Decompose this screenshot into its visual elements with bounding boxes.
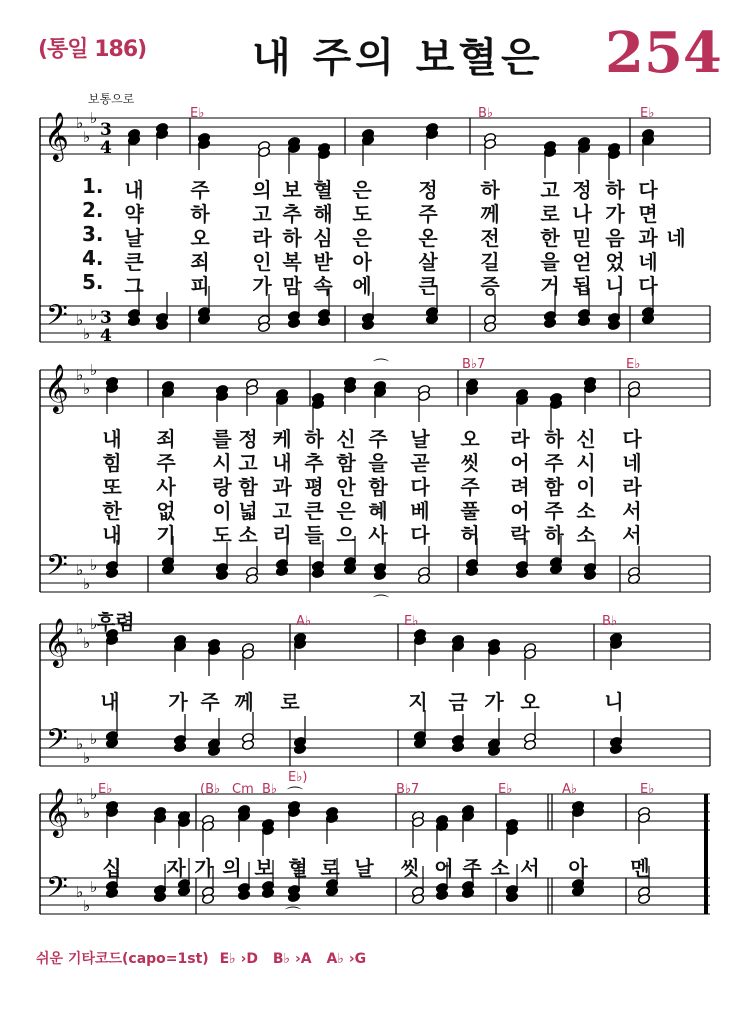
flat-icon: ♭ (90, 109, 98, 127)
lyric-syllable: 내 (102, 427, 122, 451)
lyric-line (0, 519, 750, 545)
lyric-syllable: 들 (304, 523, 324, 547)
lyric-syllable: 주 (156, 451, 176, 475)
lyric-syllable: 주 (544, 451, 564, 475)
lyric-syllable: 죄 (190, 250, 210, 274)
bass-clef-icon: 𝄢 (46, 871, 68, 911)
lyric-syllable: 신 (576, 427, 596, 451)
lyric-syllable: 다 (622, 427, 642, 451)
lyric-syllable: 온 (418, 226, 438, 250)
flat-icon: ♭ (76, 883, 84, 901)
lyric-syllable: 하 (190, 202, 210, 226)
lyric-syllable: 얻 (572, 250, 592, 274)
chord-symbol: E♭ (98, 782, 113, 797)
lyric-syllable: 주 (200, 690, 220, 714)
chord-symbol: E♭ (404, 614, 419, 629)
fermata-icon: ⌒ (287, 785, 304, 804)
lyric-syllable: 의 (222, 856, 242, 880)
treble-clef-icon: 𝄞 (44, 363, 69, 412)
lyric-syllable: 가 (252, 274, 272, 298)
lyric-syllable: 니 (604, 690, 624, 714)
lyric-syllable: 하 (544, 523, 564, 547)
lyric-syllable: 주 (418, 202, 438, 226)
lyric-syllable: 라 (622, 475, 642, 499)
lyric-syllable: 께 (234, 690, 254, 714)
lyric-line (0, 246, 750, 272)
guitar-chords-label: 쉬운 기타코드(capo=1st) (36, 951, 209, 967)
lyric-syllable: 멘 (630, 856, 650, 880)
lyric-syllable: 이 (212, 499, 232, 523)
lyric-line (0, 852, 750, 878)
flat-icon: ♭ (90, 556, 98, 574)
flat-icon: ♭ (83, 325, 91, 343)
lyric-syllable: 에 (352, 274, 372, 298)
lyric-syllable: 보 (282, 178, 302, 202)
flat-icon: ♭ (83, 128, 91, 146)
lyric-syllable: 내 (272, 451, 292, 475)
lyric-syllable: 혜 (368, 499, 388, 523)
lyric-syllable: 하 (304, 427, 324, 451)
lyric-syllable: 과 (272, 475, 292, 499)
lyric-syllable: 하 (544, 427, 564, 451)
chord-symbol: B♭7 (462, 357, 486, 372)
lyric-syllable: 아 (568, 856, 588, 880)
flat-icon: ♭ (76, 561, 84, 579)
lyric-syllable: 네 (666, 226, 686, 250)
lyric-syllable: 소 (238, 523, 258, 547)
lyric-syllable: 랑 (212, 475, 232, 499)
lyric-syllable: 정 (572, 178, 592, 202)
lyric-syllable: 함 (544, 475, 564, 499)
flat-icon: ♭ (83, 749, 91, 767)
flat-icon: ♭ (90, 730, 98, 748)
lyric-syllable: 어 (510, 499, 530, 523)
flat-icon: ♭ (83, 575, 91, 593)
flat-icon: ♭ (83, 804, 91, 822)
lyric-syllable: 고 (272, 499, 292, 523)
flat-icon: ♭ (90, 361, 98, 379)
lyric-syllable: 로 (280, 690, 300, 714)
lyric-syllable: 시 (576, 451, 596, 475)
lyric-syllable: 나 (572, 202, 592, 226)
lyric-syllable: 네 (638, 250, 658, 274)
lyric-syllable: 서 (622, 499, 642, 523)
lyric-syllable: 면 (638, 202, 658, 226)
lyric-syllable: 께 (480, 202, 500, 226)
lyric-syllable: 서 (520, 856, 540, 880)
lyric-syllable: 도 (212, 523, 232, 547)
lyric-syllable: 으 (336, 523, 356, 547)
hymn-title: 내 주의 보혈은 (252, 35, 544, 81)
chord-symbol: Cm (232, 782, 254, 797)
chord-symbol: A♭ (296, 614, 312, 629)
chord-symbol: E♭ (190, 106, 205, 121)
lyric-syllable: 사 (156, 475, 176, 499)
lyric-syllable: 은 (352, 226, 372, 250)
lyric-syllable: 과 (638, 226, 658, 250)
flat-icon: ♭ (83, 634, 91, 652)
lyric-syllable: 날 (354, 856, 374, 880)
lyric-syllable: 신 (336, 427, 356, 451)
bass-clef-icon: 𝄢 (46, 723, 68, 763)
lyric-syllable: 니 (605, 274, 625, 298)
lyric-syllable: 락 (510, 523, 530, 547)
lyric-syllable: 은 (336, 499, 356, 523)
flat-icon: ♭ (83, 897, 91, 915)
lyric-syllable: 오 (520, 690, 540, 714)
lyric-syllable: 가 (484, 690, 504, 714)
guitar-chord-pair: E♭ ›D (219, 951, 259, 967)
time-signature: 3 (100, 308, 112, 328)
chord-symbol: E♭) (288, 770, 308, 785)
lyric-syllable: 었 (605, 250, 625, 274)
lyric-syllable: 이 (576, 475, 596, 499)
chord-symbol: E♭ (640, 106, 655, 121)
lyric-syllable: 라 (252, 226, 272, 250)
lyric-syllable: 은 (352, 178, 372, 202)
verse-number: 2. (82, 198, 104, 222)
lyric-syllable: 정 (418, 178, 438, 202)
lyric-syllable: 보 (254, 856, 274, 880)
lyric-syllable: 라 (510, 427, 530, 451)
lyric-syllable: 내 (102, 523, 122, 547)
lyric-syllable: 추 (304, 451, 324, 475)
chord-symbol: B♭ (478, 106, 494, 121)
lyric-syllable: 다 (638, 178, 658, 202)
lyric-syllable: 날 (124, 226, 144, 250)
lyric-syllable: 고 (252, 202, 272, 226)
bass-clef-icon: 𝄢 (46, 299, 68, 339)
lyric-syllable: 평 (304, 475, 324, 499)
lyric-syllable: 주 (462, 856, 482, 880)
time-signature: 4 (100, 326, 112, 346)
lyric-syllable: 주 (544, 499, 564, 523)
lyric-syllable: 아 (352, 250, 372, 274)
chord-symbol: B♭ (262, 782, 278, 797)
lyric-syllable: 시 (212, 451, 232, 475)
lyric-syllable: 풀 (460, 499, 480, 523)
verse-number: 4. (82, 246, 104, 270)
lyric-syllable: 하 (605, 178, 625, 202)
lyric-syllable: 가 (194, 856, 214, 880)
lyric-syllable: 큰 (304, 499, 324, 523)
lyric-syllable: 씻 (400, 856, 420, 880)
chord-symbol: B♭ (602, 614, 618, 629)
lyric-syllable: 를 (212, 427, 232, 451)
flat-icon: ♭ (83, 380, 91, 398)
treble-clef-icon: 𝄞 (44, 787, 69, 836)
lyric-syllable: 맘 (282, 274, 302, 298)
flat-icon: ♭ (90, 785, 98, 803)
lyric-syllable: 전 (480, 226, 500, 250)
fermata-icon: ⌒ (373, 593, 390, 612)
lyric-syllable: 혈 (313, 178, 333, 202)
lyric-syllable: 한 (540, 226, 560, 250)
lyric-syllable: 지 (408, 690, 428, 714)
flat-icon: ♭ (90, 615, 98, 633)
lyric-syllable: 길 (480, 250, 500, 274)
guitar-chord-pair: B♭ ›A (272, 951, 312, 967)
verse-number: 3. (82, 222, 104, 246)
lyric-syllable: 하 (282, 226, 302, 250)
lyric-syllable: 소 (490, 856, 510, 880)
lyric-syllable: 큰 (124, 250, 144, 274)
lyric-syllable: 금 (448, 690, 468, 714)
treble-clef-icon: 𝄞 (44, 111, 69, 160)
lyric-syllable: 날 (410, 427, 430, 451)
chord-symbol: E♭ (640, 782, 655, 797)
chord-symbol: (B♭ (200, 782, 221, 797)
lyric-line (0, 686, 750, 712)
lyric-syllable: 을 (540, 250, 560, 274)
tongil-number: (통일 186) (38, 37, 147, 62)
flat-icon: ♭ (90, 306, 98, 324)
lyric-syllable: 내 (124, 178, 144, 202)
lyric-syllable: 넓 (238, 499, 258, 523)
chord-symbol: E♭ (498, 782, 513, 797)
lyric-syllable: 심 (313, 226, 333, 250)
lyric-syllable: 어 (510, 451, 530, 475)
lyric-syllable: 도 (352, 202, 372, 226)
lyric-syllable: 고 (238, 451, 258, 475)
chord-symbol: A♭ (562, 782, 578, 797)
lyric-syllable: 힘 (102, 451, 122, 475)
lyric-syllable: 큰 (418, 274, 438, 298)
flat-icon: ♭ (76, 114, 84, 132)
lyric-syllable: 베 (410, 499, 430, 523)
lyric-syllable: 함 (336, 451, 356, 475)
lyric-syllable: 내 (100, 690, 120, 714)
lyric-syllable: 됩 (572, 274, 592, 298)
lyric-syllable: 다 (410, 523, 430, 547)
lyric-syllable: 씻 (460, 451, 480, 475)
lyric-syllable: 사 (368, 523, 388, 547)
lyric-syllable: 하 (480, 178, 500, 202)
lyric-syllable: 케 (272, 427, 292, 451)
lyric-syllable: 오 (190, 226, 210, 250)
lyric-syllable: 허 (460, 523, 480, 547)
lyric-syllable: 함 (368, 475, 388, 499)
lyric-syllable: 복 (282, 250, 302, 274)
flat-icon: ♭ (76, 620, 84, 638)
fermata-icon: ⌒ (285, 905, 302, 924)
lyric-line (0, 423, 750, 449)
lyric-line (0, 270, 750, 296)
lyric-line (0, 174, 750, 200)
lyric-syllable: 해 (313, 202, 333, 226)
lyric-syllable: 인 (252, 250, 272, 274)
lyric-syllable: 증 (480, 274, 500, 298)
tempo-marking: 보통으로 (88, 92, 135, 106)
fermata-icon: ⌒ (373, 357, 390, 376)
lyric-syllable: 오 (460, 427, 480, 451)
lyric-syllable: 로 (320, 856, 340, 880)
lyric-syllable: 정 (238, 427, 258, 451)
lyric-syllable: 약 (124, 202, 144, 226)
lyric-syllable: 음 (605, 226, 625, 250)
guitar-chord-pair: A♭ ›G (326, 951, 367, 967)
bass-clef-icon: 𝄢 (46, 549, 68, 589)
lyric-syllable: 주 (460, 475, 480, 499)
lyric-syllable: 주 (368, 427, 388, 451)
lyric-syllable: 속 (313, 274, 333, 298)
lyric-syllable: 고 (540, 178, 560, 202)
lyric-syllable: 다 (410, 475, 430, 499)
lyric-syllable: 죄 (156, 427, 176, 451)
lyric-syllable: 소 (576, 499, 596, 523)
lyric-syllable: 추 (282, 202, 302, 226)
lyric-syllable: 거 (540, 274, 560, 298)
treble-clef-icon: 𝄞 (44, 617, 69, 666)
lyric-syllable: 주 (190, 178, 210, 202)
lyric-syllable: 함 (238, 475, 258, 499)
lyric-syllable: 받 (313, 250, 333, 274)
lyric-syllable: 그 (124, 274, 144, 298)
lyric-syllable: 려 (510, 475, 530, 499)
lyric-line (0, 447, 750, 473)
lyric-syllable: 서 (622, 523, 642, 547)
lyric-syllable: 다 (638, 274, 658, 298)
lyric-syllable: 가 (605, 202, 625, 226)
lyric-syllable: 십 (102, 856, 122, 880)
lyric-syllable: 기 (156, 523, 176, 547)
flat-icon: ♭ (76, 735, 84, 753)
lyric-syllable: 피 (190, 274, 210, 298)
lyric-line (0, 222, 750, 248)
flat-icon: ♭ (76, 311, 84, 329)
lyric-syllable: 한 (102, 499, 122, 523)
chord-symbol: B♭7 (396, 782, 420, 797)
lyric-syllable: 자 (166, 856, 186, 880)
lyric-syllable: 의 (252, 178, 272, 202)
lyric-line (0, 471, 750, 497)
verse-number: 5. (82, 270, 104, 294)
lyric-syllable: 믿 (572, 226, 592, 250)
hymn-number: 254 (605, 20, 722, 86)
guitar-chords (36, 948, 366, 968)
flat-icon: ♭ (76, 790, 84, 808)
lyric-syllable: 소 (576, 523, 596, 547)
lyric-syllable: 혈 (288, 856, 308, 880)
lyric-syllable: 살 (418, 250, 438, 274)
lyric-syllable: 안 (336, 475, 356, 499)
lyric-syllable: 을 (368, 451, 388, 475)
lyric-syllable: 어 (434, 856, 454, 880)
flat-icon: ♭ (90, 878, 98, 896)
time-signature: 3 (100, 120, 112, 140)
flat-icon: ♭ (76, 366, 84, 384)
lyric-syllable: 없 (156, 499, 176, 523)
lyric-syllable: 로 (540, 202, 560, 226)
lyric-line (0, 495, 750, 521)
lyric-line (0, 198, 750, 224)
time-signature: 4 (100, 138, 112, 158)
refrain-label: 후렴 (96, 610, 135, 634)
lyric-syllable: 리 (272, 523, 292, 547)
lyric-syllable: 네 (622, 451, 642, 475)
lyric-syllable: 또 (102, 475, 122, 499)
chord-symbol: E♭ (626, 357, 641, 372)
lyric-syllable: 곧 (410, 451, 430, 475)
lyric-syllable: 가 (168, 690, 188, 714)
verse-number: 1. (82, 174, 104, 198)
